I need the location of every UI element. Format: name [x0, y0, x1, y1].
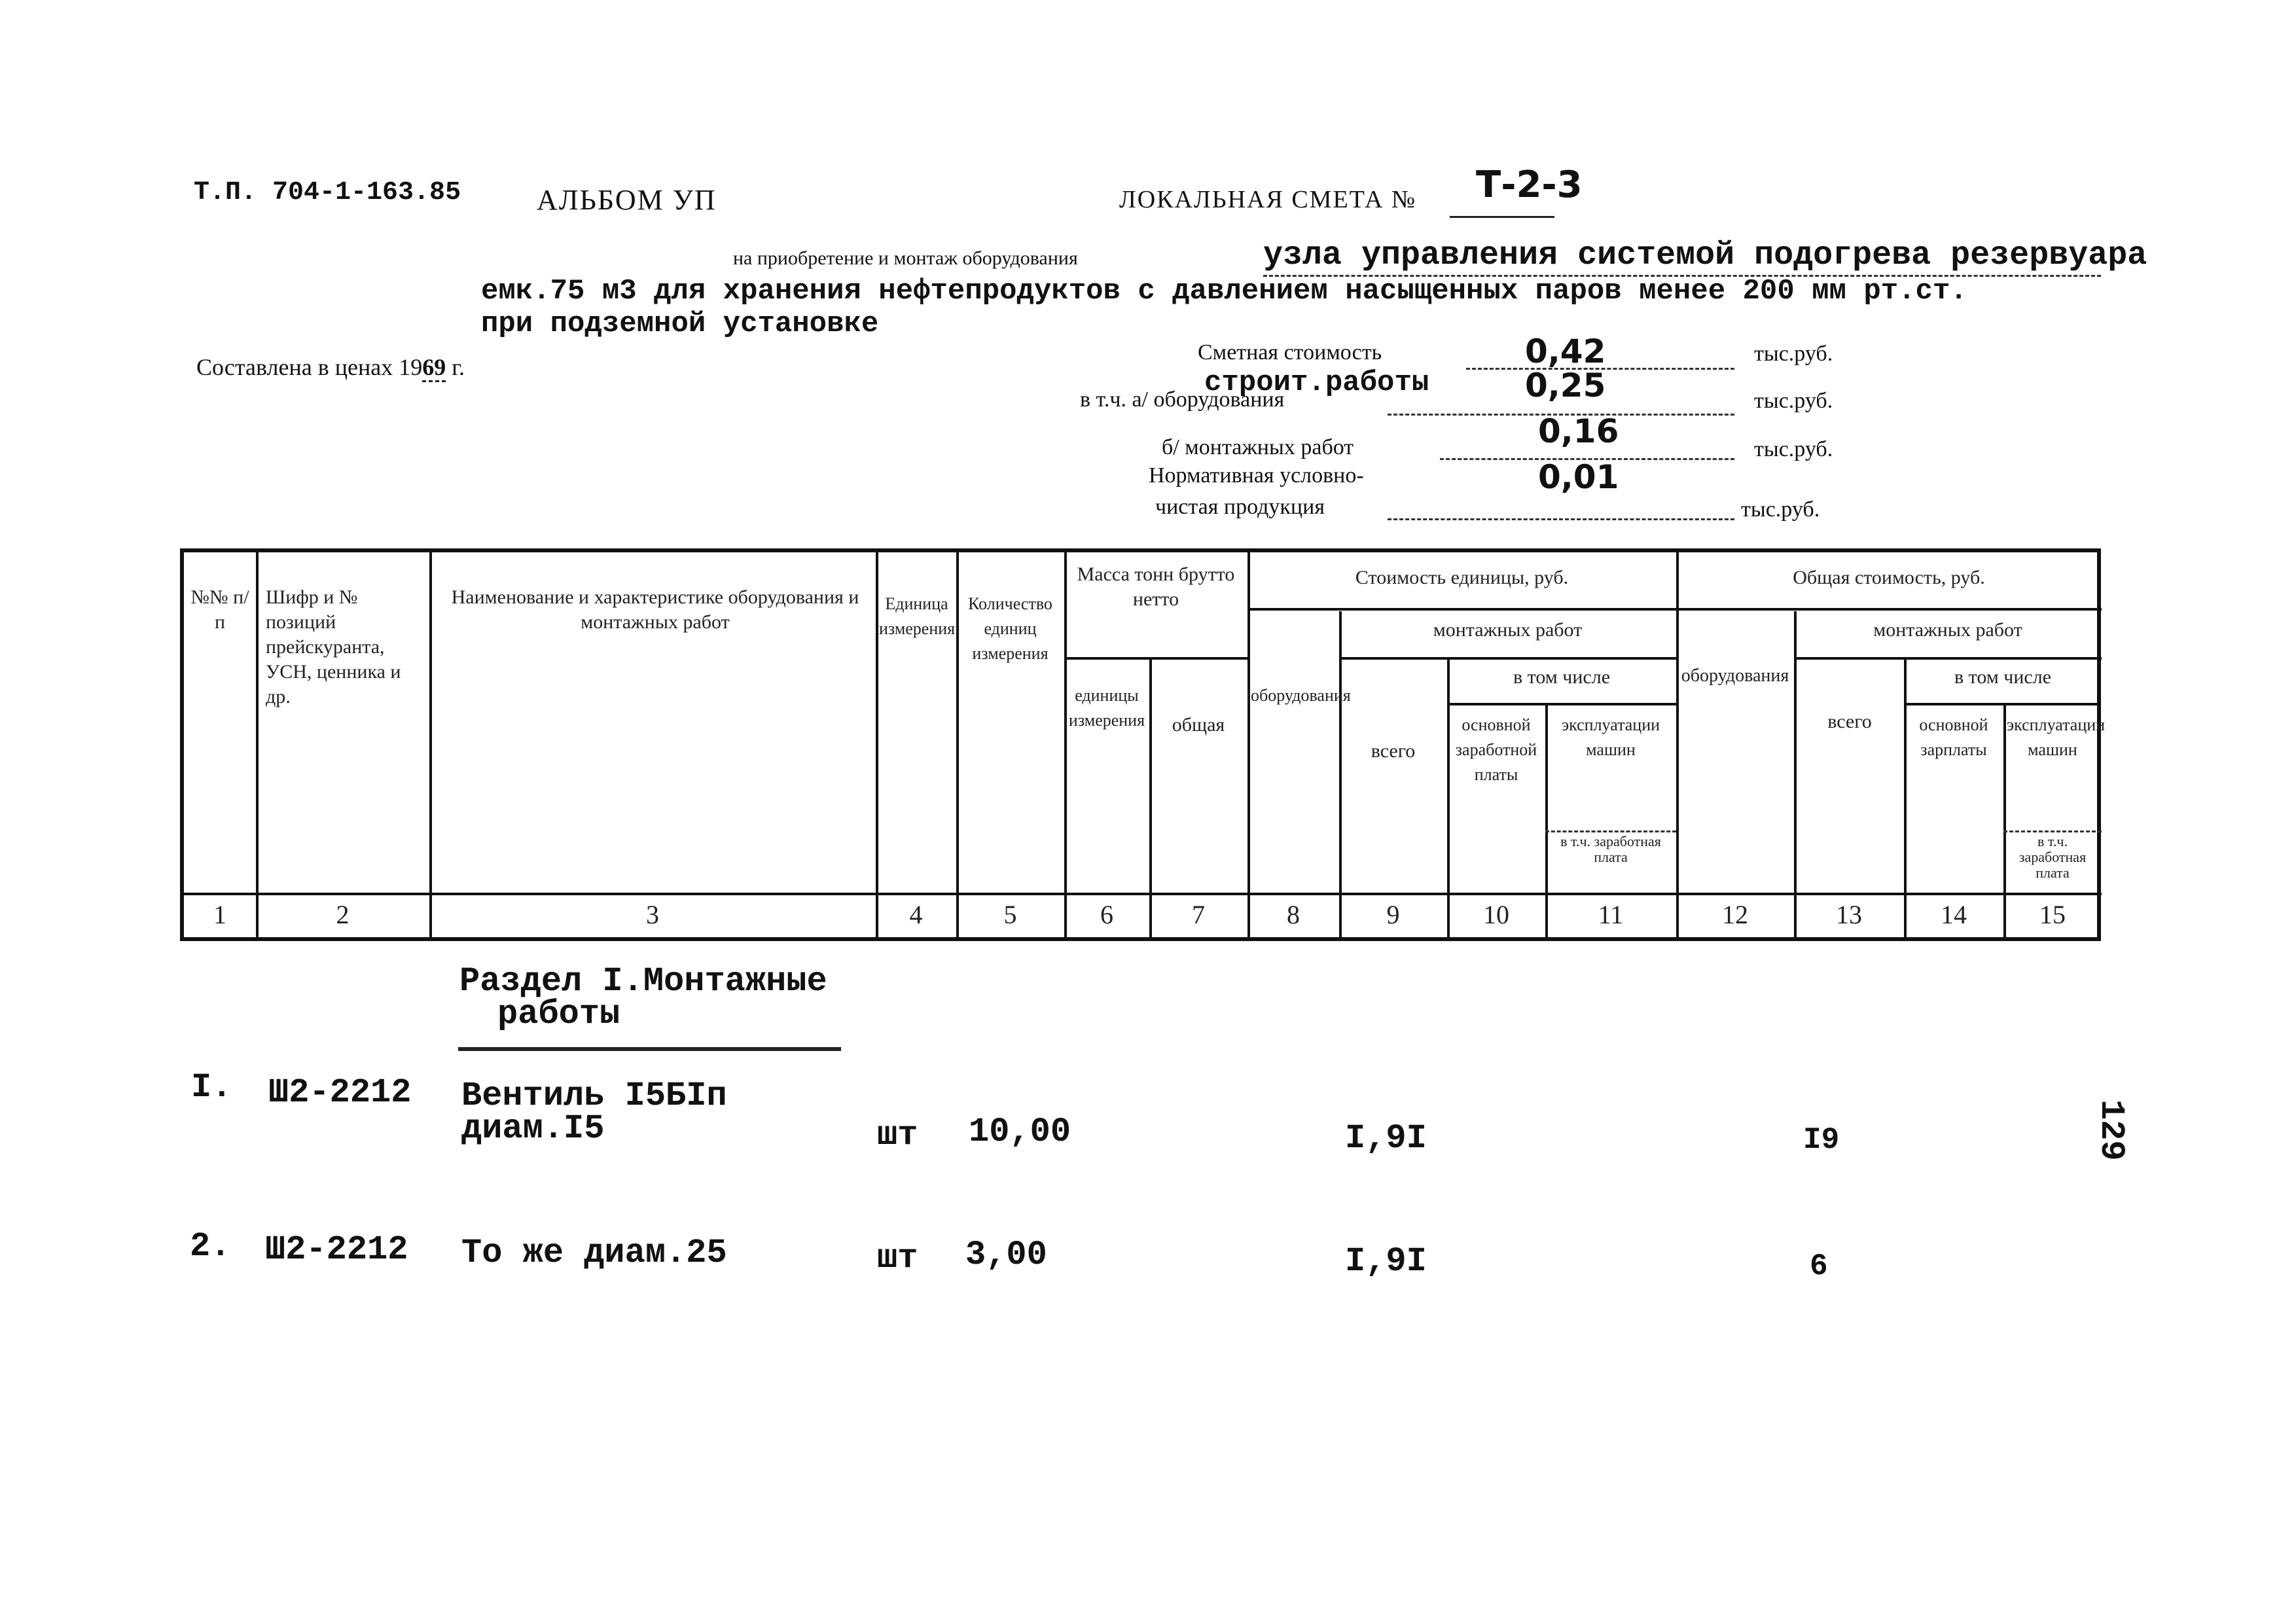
- col-number: 15: [2039, 900, 2066, 929]
- hdr-mass-total: общая: [1172, 714, 1225, 736]
- hdr-unit-equip: оборудования: [1251, 686, 1351, 705]
- install-label: б/ монтажных работ: [1162, 435, 1354, 459]
- col-number: 13: [1836, 900, 1862, 929]
- hdr-name: Наименование и характеристике оборудования и монтажных работ: [451, 586, 859, 633]
- install-value: 0,16: [1538, 412, 1619, 450]
- row-1-code: Ш2-2212: [268, 1073, 412, 1112]
- col-number: 1: [213, 900, 226, 929]
- hdr-total-install-all: всего: [1827, 711, 1872, 732]
- norm-label-2: чистая продукция: [1155, 495, 1325, 519]
- col-number: 3: [646, 900, 659, 929]
- col-number: 5: [1003, 900, 1017, 929]
- total-cost-unit: тыс.руб.: [1754, 342, 1833, 366]
- row-2-num: 2.: [190, 1227, 231, 1266]
- row-divider: [1545, 830, 1676, 832]
- compiled-prefix: Составлена в ценах 19: [196, 354, 423, 380]
- col-divider: [956, 552, 959, 937]
- norm-unit: тыс.руб.: [1741, 497, 1820, 522]
- doc-code: Т.П. 704-1-163.85: [194, 178, 461, 207]
- hdr-unit-machines-wage: в т.ч. заработная плата: [1560, 833, 1661, 865]
- col-divider: [1794, 611, 1797, 937]
- row-2-code: Ш2-2212: [265, 1230, 408, 1269]
- col-divider: [1339, 611, 1342, 937]
- hdr-mass-unit: единицы измерения: [1068, 686, 1145, 730]
- compiled-suffix: г.: [452, 354, 465, 380]
- equipment-unit: тыс.руб.: [1754, 389, 1833, 413]
- row-1-qty: 10,00: [969, 1113, 1071, 1151]
- row-1-num: I.: [191, 1068, 232, 1107]
- album-label: АЛЬБОМ УП: [537, 184, 717, 216]
- hdr-code: Шифр и № позиций прейскуранта, УСН, ценника и др.: [266, 586, 401, 707]
- page-number: 129: [2092, 1099, 2130, 1161]
- estimate-number: Т-2-3: [1476, 164, 1583, 206]
- col-number: 7: [1192, 900, 1205, 929]
- hdr-unit-install: монтажных работ: [1433, 619, 1583, 641]
- compiled-label: [196, 353, 465, 381]
- estimate-table-header: [180, 548, 2106, 941]
- row-1-unit: шт: [877, 1116, 918, 1154]
- row-divider: [1447, 703, 1676, 705]
- row-divider: [1904, 703, 2100, 705]
- norm-underline: [1388, 518, 1734, 520]
- total-cost-value: 0,42: [1525, 332, 1606, 370]
- row-2-unit: шт: [877, 1239, 918, 1277]
- compiled-year: 69: [422, 354, 446, 382]
- col-divider: [876, 552, 878, 937]
- hdr-total-wage: основной зарплаты: [1919, 715, 1988, 759]
- estimate-label: ЛОКАЛЬНАЯ СМЕТА №: [1119, 186, 1417, 213]
- section-underline: [458, 1047, 841, 1051]
- row-2-total: 6: [1810, 1249, 1828, 1283]
- purpose-line-2: емк.75 м3 для хранения нефтепродуктов с давлением насыщенных паров менее 200 мм рт.ст.: [481, 275, 1967, 308]
- row-2-name: То же диам.25: [461, 1234, 727, 1272]
- col-number: 4: [909, 900, 923, 929]
- row-1-name-1: Вентиль I5БIп: [461, 1077, 727, 1115]
- row-divider: [1339, 657, 1676, 660]
- section-title-1: Раздел I.Монтажные: [459, 962, 827, 1001]
- hdr-unit-cost: Стоимость единицы, руб.: [1355, 567, 1569, 588]
- row-divider: [1676, 608, 2102, 611]
- purpose-label: на приобретение и монтаж оборудования: [733, 247, 1078, 269]
- col-divider: [1064, 552, 1067, 937]
- purpose-line-1: узла управления системой подогрева резервуара: [1263, 237, 2147, 274]
- row-1-total: I9: [1803, 1123, 1840, 1157]
- hdr-unit-install-total: всего: [1371, 740, 1416, 762]
- hdr-unit-incl: в том числе: [1513, 666, 1611, 688]
- col-number: 2: [336, 900, 350, 929]
- hdr-unit-machines: эксплуатации машин: [1561, 715, 1660, 759]
- col-number: 8: [1287, 900, 1300, 929]
- hdr-mass: Масса тонн брутто нетто: [1077, 563, 1235, 610]
- row-divider: [1794, 657, 2102, 660]
- col-number: 11: [1598, 900, 1624, 929]
- row-divider: [1247, 608, 1676, 611]
- hdr-unit: Единица измерения: [879, 594, 956, 638]
- norm-value: 0,01: [1538, 458, 1619, 496]
- norm-label-1: Нормативная условно-: [1149, 463, 1364, 488]
- row-1-name-2: диам.I5: [461, 1109, 605, 1148]
- hdr-total-cost: Общая стоимость, руб.: [1793, 567, 1985, 588]
- col-divider: [429, 552, 432, 937]
- total-cost-label: Сметная стоимость: [1198, 340, 1382, 365]
- row-2-qty: 3,00: [965, 1236, 1047, 1274]
- col-number: 14: [1941, 900, 1967, 929]
- install-unit: тыс.руб.: [1754, 437, 1833, 461]
- hdr-qty: Количество единиц измерения: [968, 594, 1052, 663]
- hdr-num: №№ п/п: [190, 586, 249, 633]
- col-number: 9: [1386, 900, 1400, 929]
- section-title-2: работы: [497, 995, 620, 1033]
- row-divider: [1064, 657, 1247, 660]
- equipment-label: в т.ч. а/ оборудования: [1080, 387, 1285, 412]
- col-divider: [256, 552, 259, 937]
- row-1-unit-cost: I,9I: [1345, 1119, 1427, 1158]
- col-number: 6: [1100, 900, 1113, 929]
- row-divider: [2003, 830, 2102, 832]
- hdr-total-machines: эксплуатации машин: [2007, 715, 2106, 759]
- col-number: 10: [1483, 900, 1509, 929]
- col-number: 12: [1722, 900, 1748, 929]
- hdr-total-machines-wage: в т.ч. заработная плата: [2018, 833, 2087, 881]
- hdr-total-incl: в том числе: [1954, 666, 2052, 688]
- purpose-line-3: при подземной установке: [481, 308, 879, 340]
- hdr-unit-wage: основной заработной платы: [1455, 715, 1537, 784]
- hdr-total-equip: оборудования: [1681, 666, 1789, 686]
- hdr-total-install: монтажных работ: [1873, 619, 2022, 641]
- equipment-value: 0,25: [1525, 366, 1606, 404]
- numbers-row-top: [184, 893, 2102, 895]
- construction-note: строит.работы: [1204, 366, 1429, 399]
- row-2-unit-cost: I,9I: [1345, 1242, 1427, 1281]
- estimate-number-underline: [1450, 216, 1554, 218]
